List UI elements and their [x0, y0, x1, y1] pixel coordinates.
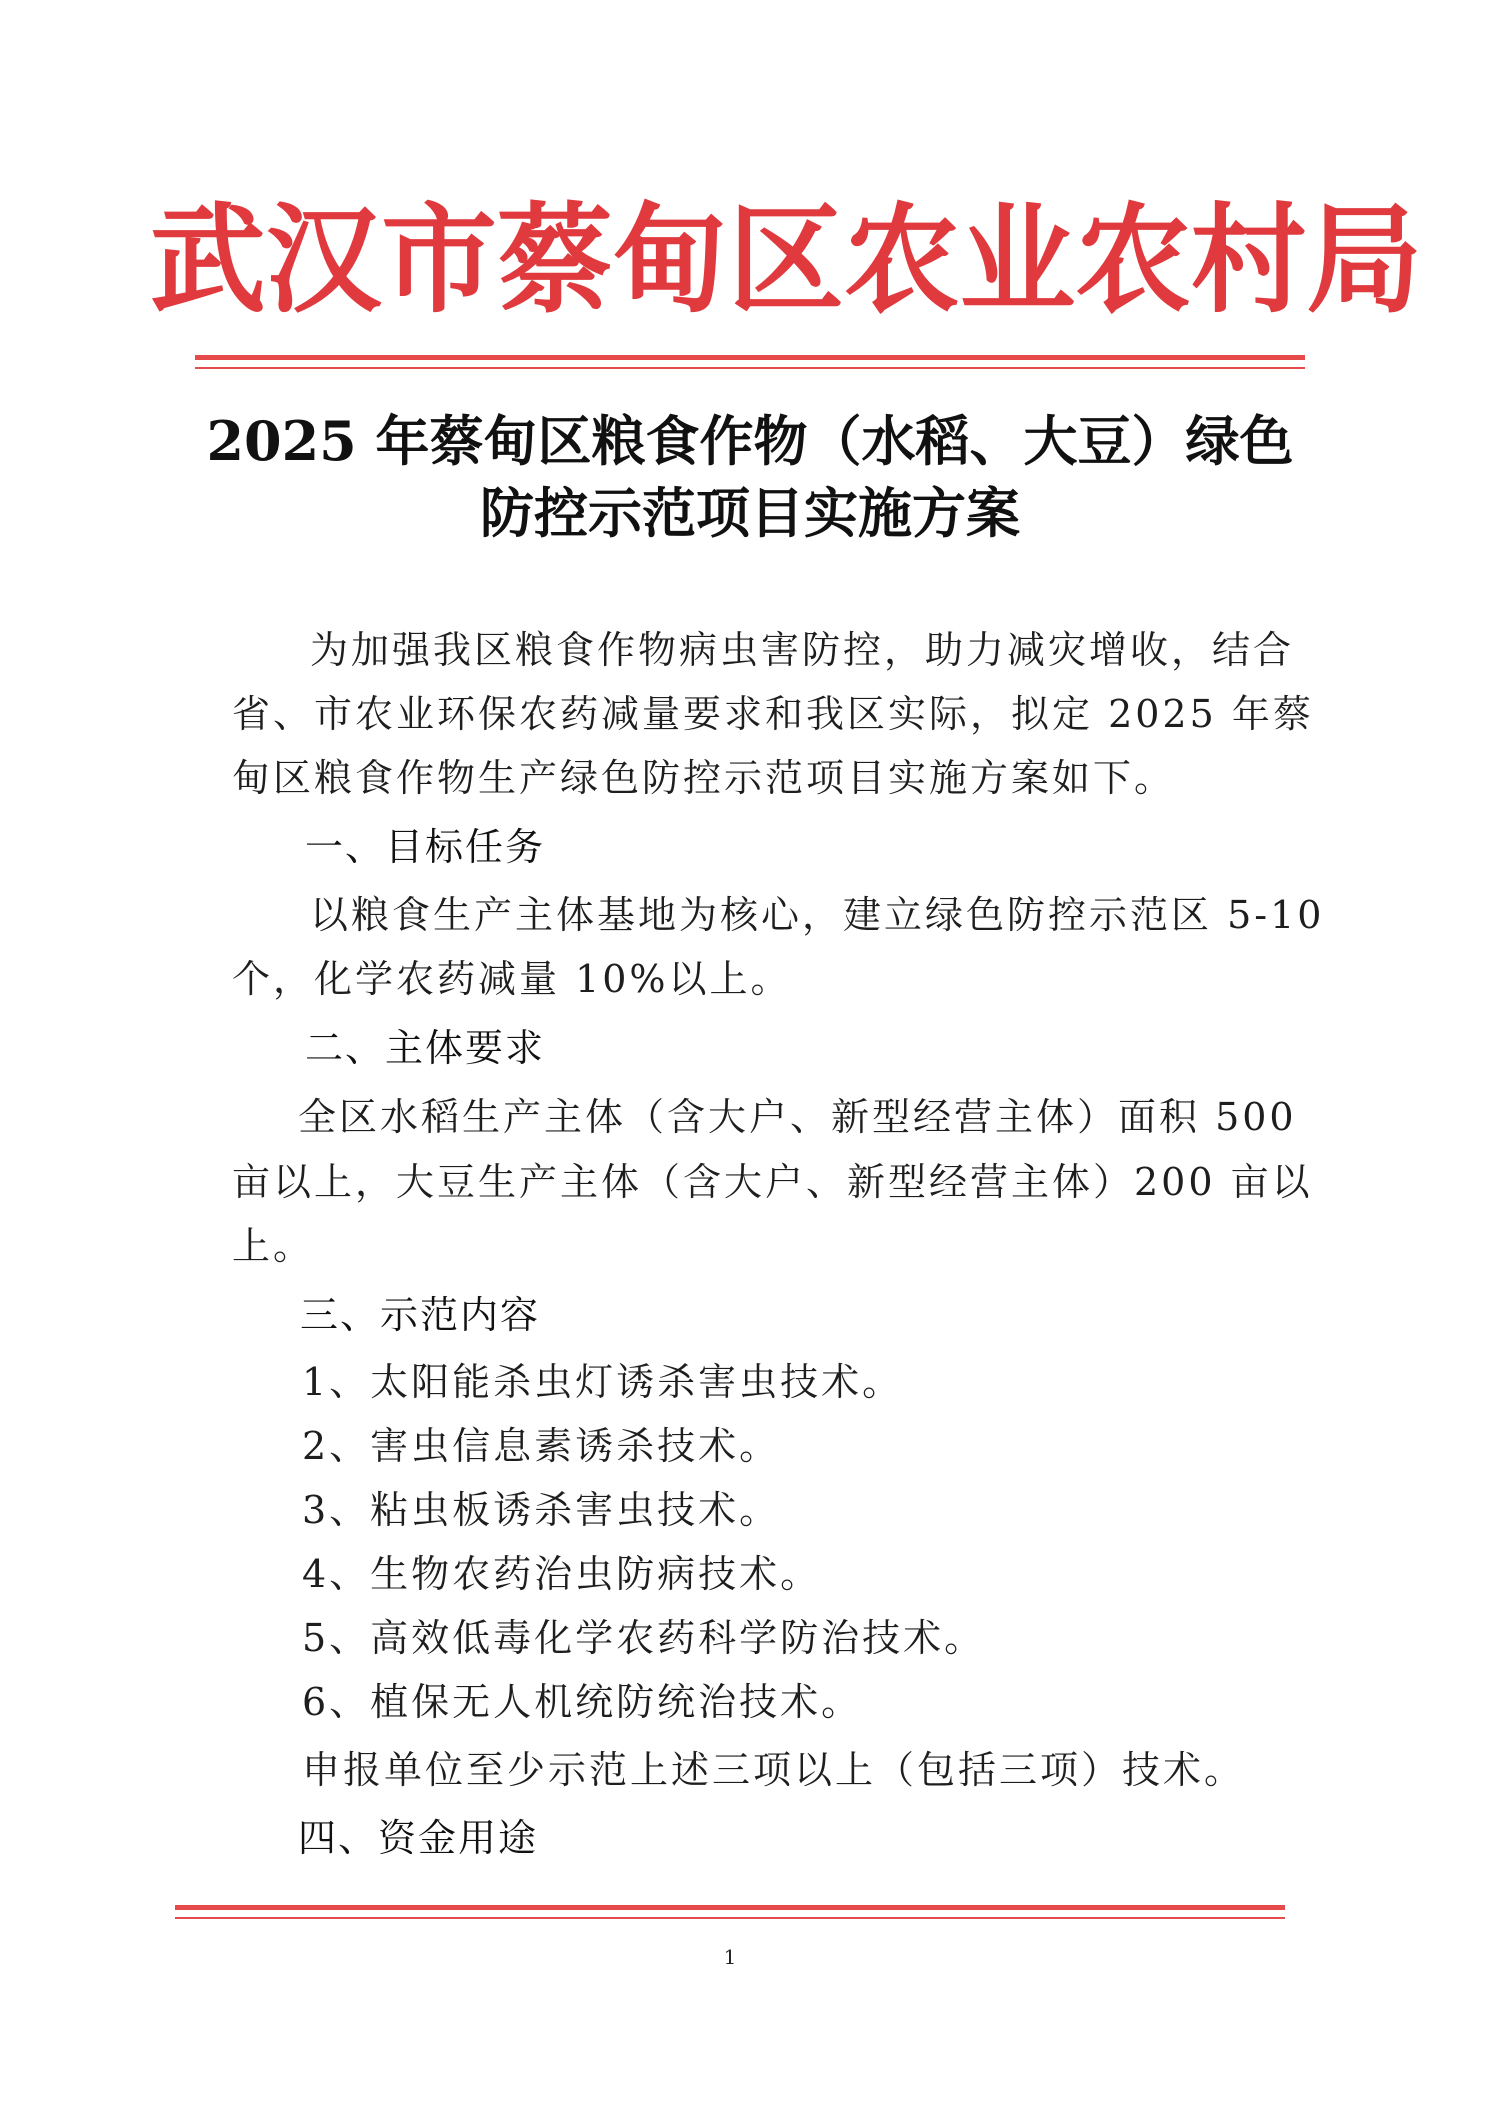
section1-line-1: 以粮食生产主体基地为核心，建立绿色防控示范区 5-10: [310, 893, 1325, 937]
intro-line-3: 甸区粮食作物生产绿色防控示范项目实施方案如下。: [232, 756, 1176, 800]
letterhead-org-name: 武汉市蔡甸区农业农村局: [150, 190, 1423, 329]
section-heading-goals: 一、目标任务: [305, 825, 546, 869]
letterhead-rule-thick: [195, 355, 1305, 360]
document-title-line-2: 防控示范项目实施方案: [480, 481, 1020, 545]
section-heading-funding: 四、资金用途: [298, 1816, 539, 1860]
section1-line-2: 个，化学农药减量 10%以上。: [232, 957, 792, 1001]
document-title-line-1: 2025 年蔡甸区粮食作物（水稻、大豆）绿色: [206, 409, 1294, 473]
section2-line-3: 上。: [232, 1224, 315, 1268]
section2-line-2: 亩以上，大豆生产主体（含大户、新型经营主体）200 亩以: [232, 1160, 1313, 1204]
demo-item: 2、害虫信息素诱杀技术。: [302, 1424, 781, 1468]
footer-rule-thin: [175, 1917, 1285, 1919]
demo-item: 1、太阳能杀虫灯诱杀害虫技术。: [302, 1360, 904, 1404]
page-number: 1: [723, 1945, 737, 1969]
demo-item: 6、植保无人机统防统治技术。: [302, 1680, 863, 1724]
section-heading-content: 三、示范内容: [300, 1293, 541, 1337]
demo-item: 3、粘虫板诱杀害虫技术。: [302, 1488, 781, 1532]
intro-line-1: 为加强我区粮食作物病虫害防控，助力减灾增收，结合: [310, 628, 1295, 672]
demo-item: 4、生物农药治虫防病技术。: [302, 1552, 822, 1596]
section-heading-requirements: 二、主体要求: [305, 1026, 546, 1070]
section3-note: 申报单位至少示范上述三项以上（包括三项）技术。: [302, 1748, 1246, 1792]
demo-item: 5、高效低毒化学农药科学防治技术。: [302, 1616, 986, 1660]
intro-line-2: 省、市农业环保农药减量要求和我区实际，拟定 2025 年蔡: [232, 692, 1314, 736]
footer-rule-thick: [175, 1905, 1285, 1910]
section2-line-1: 全区水稻生产主体（含大户、新型经营主体）面积 500: [298, 1095, 1297, 1139]
letterhead-rule-thin: [195, 367, 1305, 369]
